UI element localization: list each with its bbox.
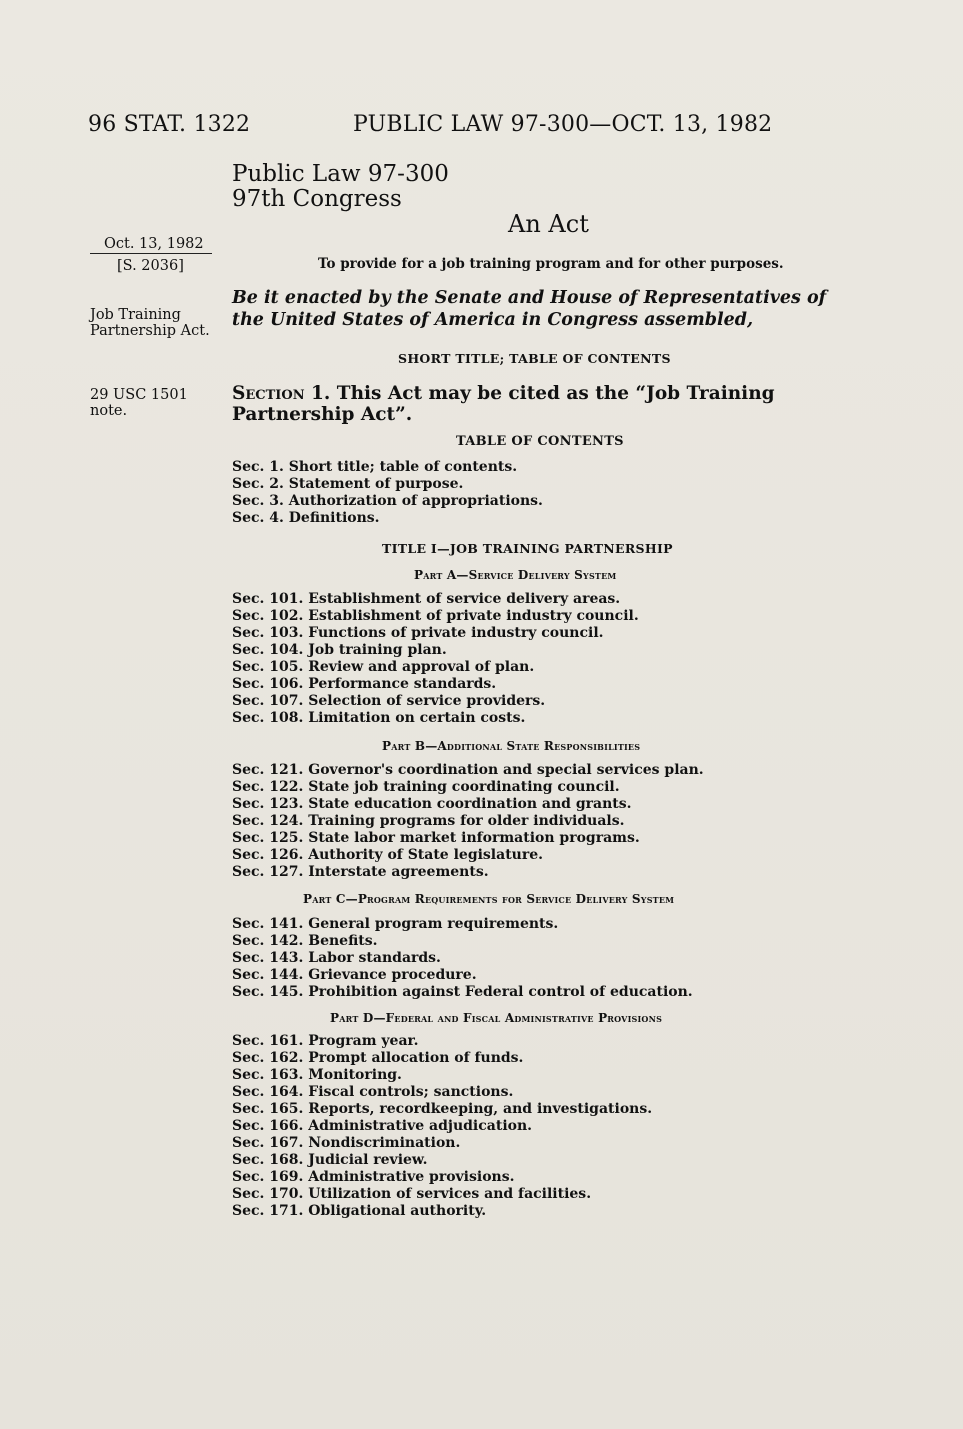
margin-act-name-2: Partnership Act. xyxy=(90,323,210,339)
section-1 xyxy=(232,383,862,425)
toc-item: Sec. 161. Program year. xyxy=(232,1033,419,1049)
toc-item: Sec. 168. Judicial review. xyxy=(232,1152,428,1168)
toc-item: Sec. 166. Administrative adjudication. xyxy=(232,1118,533,1134)
part-b-heading: Part B—Additional State Responsibilities xyxy=(382,739,641,753)
title-1-heading: TITLE I—JOB TRAINING PARTNERSHIP xyxy=(382,541,673,556)
toc-item: Sec. 122. State job training coordinating council. xyxy=(232,779,620,795)
toc-item: Sec. 108. Limitation on certain costs. xyxy=(232,710,526,726)
margin-usc-1: 29 USC 1501 xyxy=(90,387,188,403)
toc-general-list xyxy=(232,459,543,527)
part-b-list xyxy=(232,762,704,881)
law-number: Public Law 97-300 xyxy=(232,161,449,187)
toc-item: Sec. 123. State education coordination and grants. xyxy=(232,796,632,812)
toc-item: Sec. 141. General program requirements. xyxy=(232,916,559,932)
part-d-heading: Part D—Federal and Fiscal Administrative Provisions xyxy=(330,1011,663,1025)
toc-item: Sec. 121. Governor's coordination and special services plan. xyxy=(232,762,704,778)
toc-item: Sec. 143. Labor standards. xyxy=(232,950,441,966)
toc-item: Sec. 170. Utilization of services and facilities. xyxy=(232,1186,592,1202)
toc-item: Sec. 163. Monitoring. xyxy=(232,1067,402,1083)
part-a-list xyxy=(232,591,639,727)
toc-heading: TABLE OF CONTENTS xyxy=(456,434,624,449)
toc-item: Sec. 164. Fiscal controls; sanctions. xyxy=(232,1084,514,1100)
short-title-heading: SHORT TITLE; TABLE OF CONTENTS xyxy=(398,351,671,366)
part-c-list xyxy=(232,916,693,1001)
toc-item: Sec. 169. Administrative provisions. xyxy=(232,1169,515,1185)
toc-item: Sec. 106. Performance standards. xyxy=(232,676,497,692)
page-number: 96 STAT. 1322 xyxy=(88,112,251,137)
running-title: PUBLIC LAW 97-300—OCT. 13, 1982 xyxy=(353,112,773,137)
part-c-heading: Part C—Program Requirements for Service Delivery System xyxy=(303,892,675,906)
section-1-label: Section 1. xyxy=(232,383,331,404)
margin-rule xyxy=(90,253,212,254)
margin-date: Oct. 13, 1982 xyxy=(104,236,204,252)
toc-item: Sec. 162. Prompt allocation of funds. xyxy=(232,1050,524,1066)
toc-item: Sec. 124. Training programs for older individuals. xyxy=(232,813,625,829)
toc-item: Sec. 165. Reports, recordkeeping, and investigations. xyxy=(232,1101,653,1117)
toc-item: Sec. 125. State labor market information programs. xyxy=(232,830,640,846)
toc-item: Sec. 1. Short title; table of contents. xyxy=(232,459,518,475)
toc-item: Sec. 104. Job training plan. xyxy=(232,642,447,658)
toc-item: Sec. 144. Grievance procedure. xyxy=(232,967,477,983)
section-1-text: This Act may be cited as the “Job Training Partnership Act”. xyxy=(232,383,775,425)
toc-item: Sec. 105. Review and approval of plan. xyxy=(232,659,535,675)
part-d-list xyxy=(232,1033,652,1220)
part-a-heading: Part A—Service Delivery System xyxy=(414,568,617,582)
toc-item: Sec. 3. Authorization of appropriations. xyxy=(232,493,543,509)
toc-item: Sec. 103. Functions of private industry council. xyxy=(232,625,604,641)
toc-item: Sec. 127. Interstate agreements. xyxy=(232,864,489,880)
toc-item: Sec. 171. Obligational authority. xyxy=(232,1203,487,1219)
purpose-line: To provide for a job training program and for other purposes. xyxy=(318,256,784,272)
an-act-heading: An Act xyxy=(508,210,589,238)
margin-bill: [S. 2036] xyxy=(117,258,184,274)
congress: 97th Congress xyxy=(232,186,402,212)
margin-act-name-1: Job Training xyxy=(90,307,181,323)
toc-item: Sec. 142. Benefits. xyxy=(232,933,378,949)
toc-item: Sec. 102. Establishment of private industry council. xyxy=(232,608,639,624)
toc-item: Sec. 167. Nondiscrimination. xyxy=(232,1135,461,1151)
toc-item: Sec. 126. Authority of State legislature. xyxy=(232,847,543,863)
margin-usc-2: note. xyxy=(90,403,128,419)
toc-item: Sec. 2. Statement of purpose. xyxy=(232,476,464,492)
toc-item: Sec. 101. Establishment of service delivery areas. xyxy=(232,591,621,607)
toc-item: Sec. 145. Prohibition against Federal control of education. xyxy=(232,984,693,1000)
enacting-clause: Be it enacted by the Senate and House of Representatives of the United States of America in Congress assembled, xyxy=(232,288,827,330)
toc-item: Sec. 4. Definitions. xyxy=(232,510,380,526)
toc-item: Sec. 107. Selection of service providers. xyxy=(232,693,546,709)
